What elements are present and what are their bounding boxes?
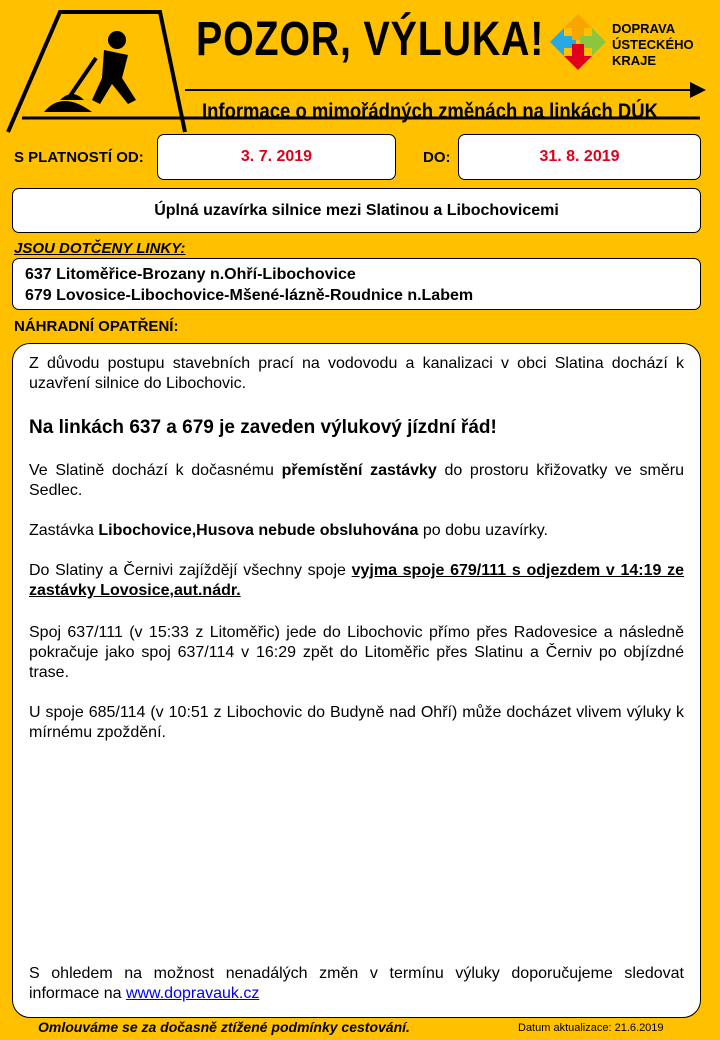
text-span: do prostoru křižovatky ve směru Sedlec. bbox=[29, 462, 685, 499]
measures-paragraph bbox=[29, 964, 684, 1004]
closure-headline: Úplná uzavírka silnice mezi Slatinou a Libochovicemi bbox=[12, 188, 701, 233]
footer-apology: Omlouváme se za dočasně ztížené podmínky cestování. bbox=[38, 1019, 410, 1035]
text-span: S ohledem na možnost nenadálých změn v termínu výluky doporučujeme sledovat informace na bbox=[29, 965, 684, 1002]
affected-lines-label: JSOU DOTČENY LINKY: bbox=[14, 240, 186, 257]
measures-box bbox=[12, 343, 701, 1018]
measures-label: NÁHRADNÍ OPATŘENÍ: bbox=[14, 318, 179, 335]
measures-paragraph: U spoje 685/114 (v 10:51 z Libochovic do Budyně nad Ohří) může docházet vlivem výluky k mírnému zpoždění. bbox=[29, 704, 684, 741]
text-span: Zastávka bbox=[29, 522, 99, 539]
measures-paragraph: Spoj 637/111 (v 15:33 z Litoměřic) jede do Libochovic přímo přes Radovesice a následně pokračuje jako spoj 637/114 v 16:29 zpět do Litoměřic přes Slatinu a Černiv po objízdné trase. bbox=[29, 624, 684, 681]
page-title: POZOR, VÝLUKA! bbox=[196, 13, 545, 66]
footer-updated: Datum aktualizace: 21.6.2019 bbox=[518, 1022, 664, 1034]
text-bold: přemístění zastávky bbox=[281, 462, 437, 479]
text-bold: Libochovice,Husova nebude obsluhována bbox=[98, 522, 419, 539]
affected-line-item: 679 Lovosice-Libochovice-Mšené-lázně-Roudnice n.Labem bbox=[25, 287, 474, 304]
affected-line-item: 637 Litoměřice-Brozany n.Ohří-Libochovice bbox=[25, 266, 356, 283]
measures-paragraph bbox=[29, 461, 684, 501]
page-subtitle: Informace o mimořádných změnách na linkách DÚK bbox=[202, 100, 658, 123]
affected-lines-box bbox=[12, 258, 701, 310]
duk-logo-icon bbox=[550, 14, 606, 70]
measures-paragraph: Z důvodu postupu stavebních prací na vodovodu a kanalizaci v obci Slatina dochází k uzavření silnice do Libochovic. bbox=[29, 355, 684, 392]
text-span: Ve Slatině dochází k dočasnému bbox=[29, 462, 282, 479]
measures-highlight: Na linkách 637 a 679 je zaveden výlukový jízdní řád! bbox=[29, 417, 497, 438]
logo-line: KRAJE bbox=[612, 53, 657, 68]
measures-paragraph bbox=[29, 561, 684, 601]
measures-paragraph bbox=[29, 521, 684, 541]
valid-to-label: DO: bbox=[423, 149, 451, 166]
valid-from-value: 3. 7. 2019 bbox=[157, 134, 396, 180]
text-span: po dobu uzavírky. bbox=[418, 522, 548, 539]
worker-icon bbox=[44, 31, 136, 112]
logo-text bbox=[612, 21, 694, 69]
arrow-head-icon bbox=[690, 82, 706, 98]
text-span: Do Slatiny a Černivi zajíždějí všechny spoje bbox=[29, 562, 352, 579]
road-outline bbox=[8, 12, 185, 132]
valid-to-value: 31. 8. 2019 bbox=[458, 134, 701, 180]
logo-line: DOPRAVA bbox=[612, 21, 676, 36]
website-link[interactable]: www.dopravauk.cz bbox=[125, 985, 260, 1002]
text-underlined: vyjma spoje 679/111 s odjezdem v 14:19 ze zastávky Lovosice,aut.nádr. bbox=[29, 562, 685, 599]
valid-from-label: S PLATNOSTÍ OD: bbox=[14, 149, 144, 166]
logo-line: ÚSTECKÉHO bbox=[612, 37, 694, 52]
